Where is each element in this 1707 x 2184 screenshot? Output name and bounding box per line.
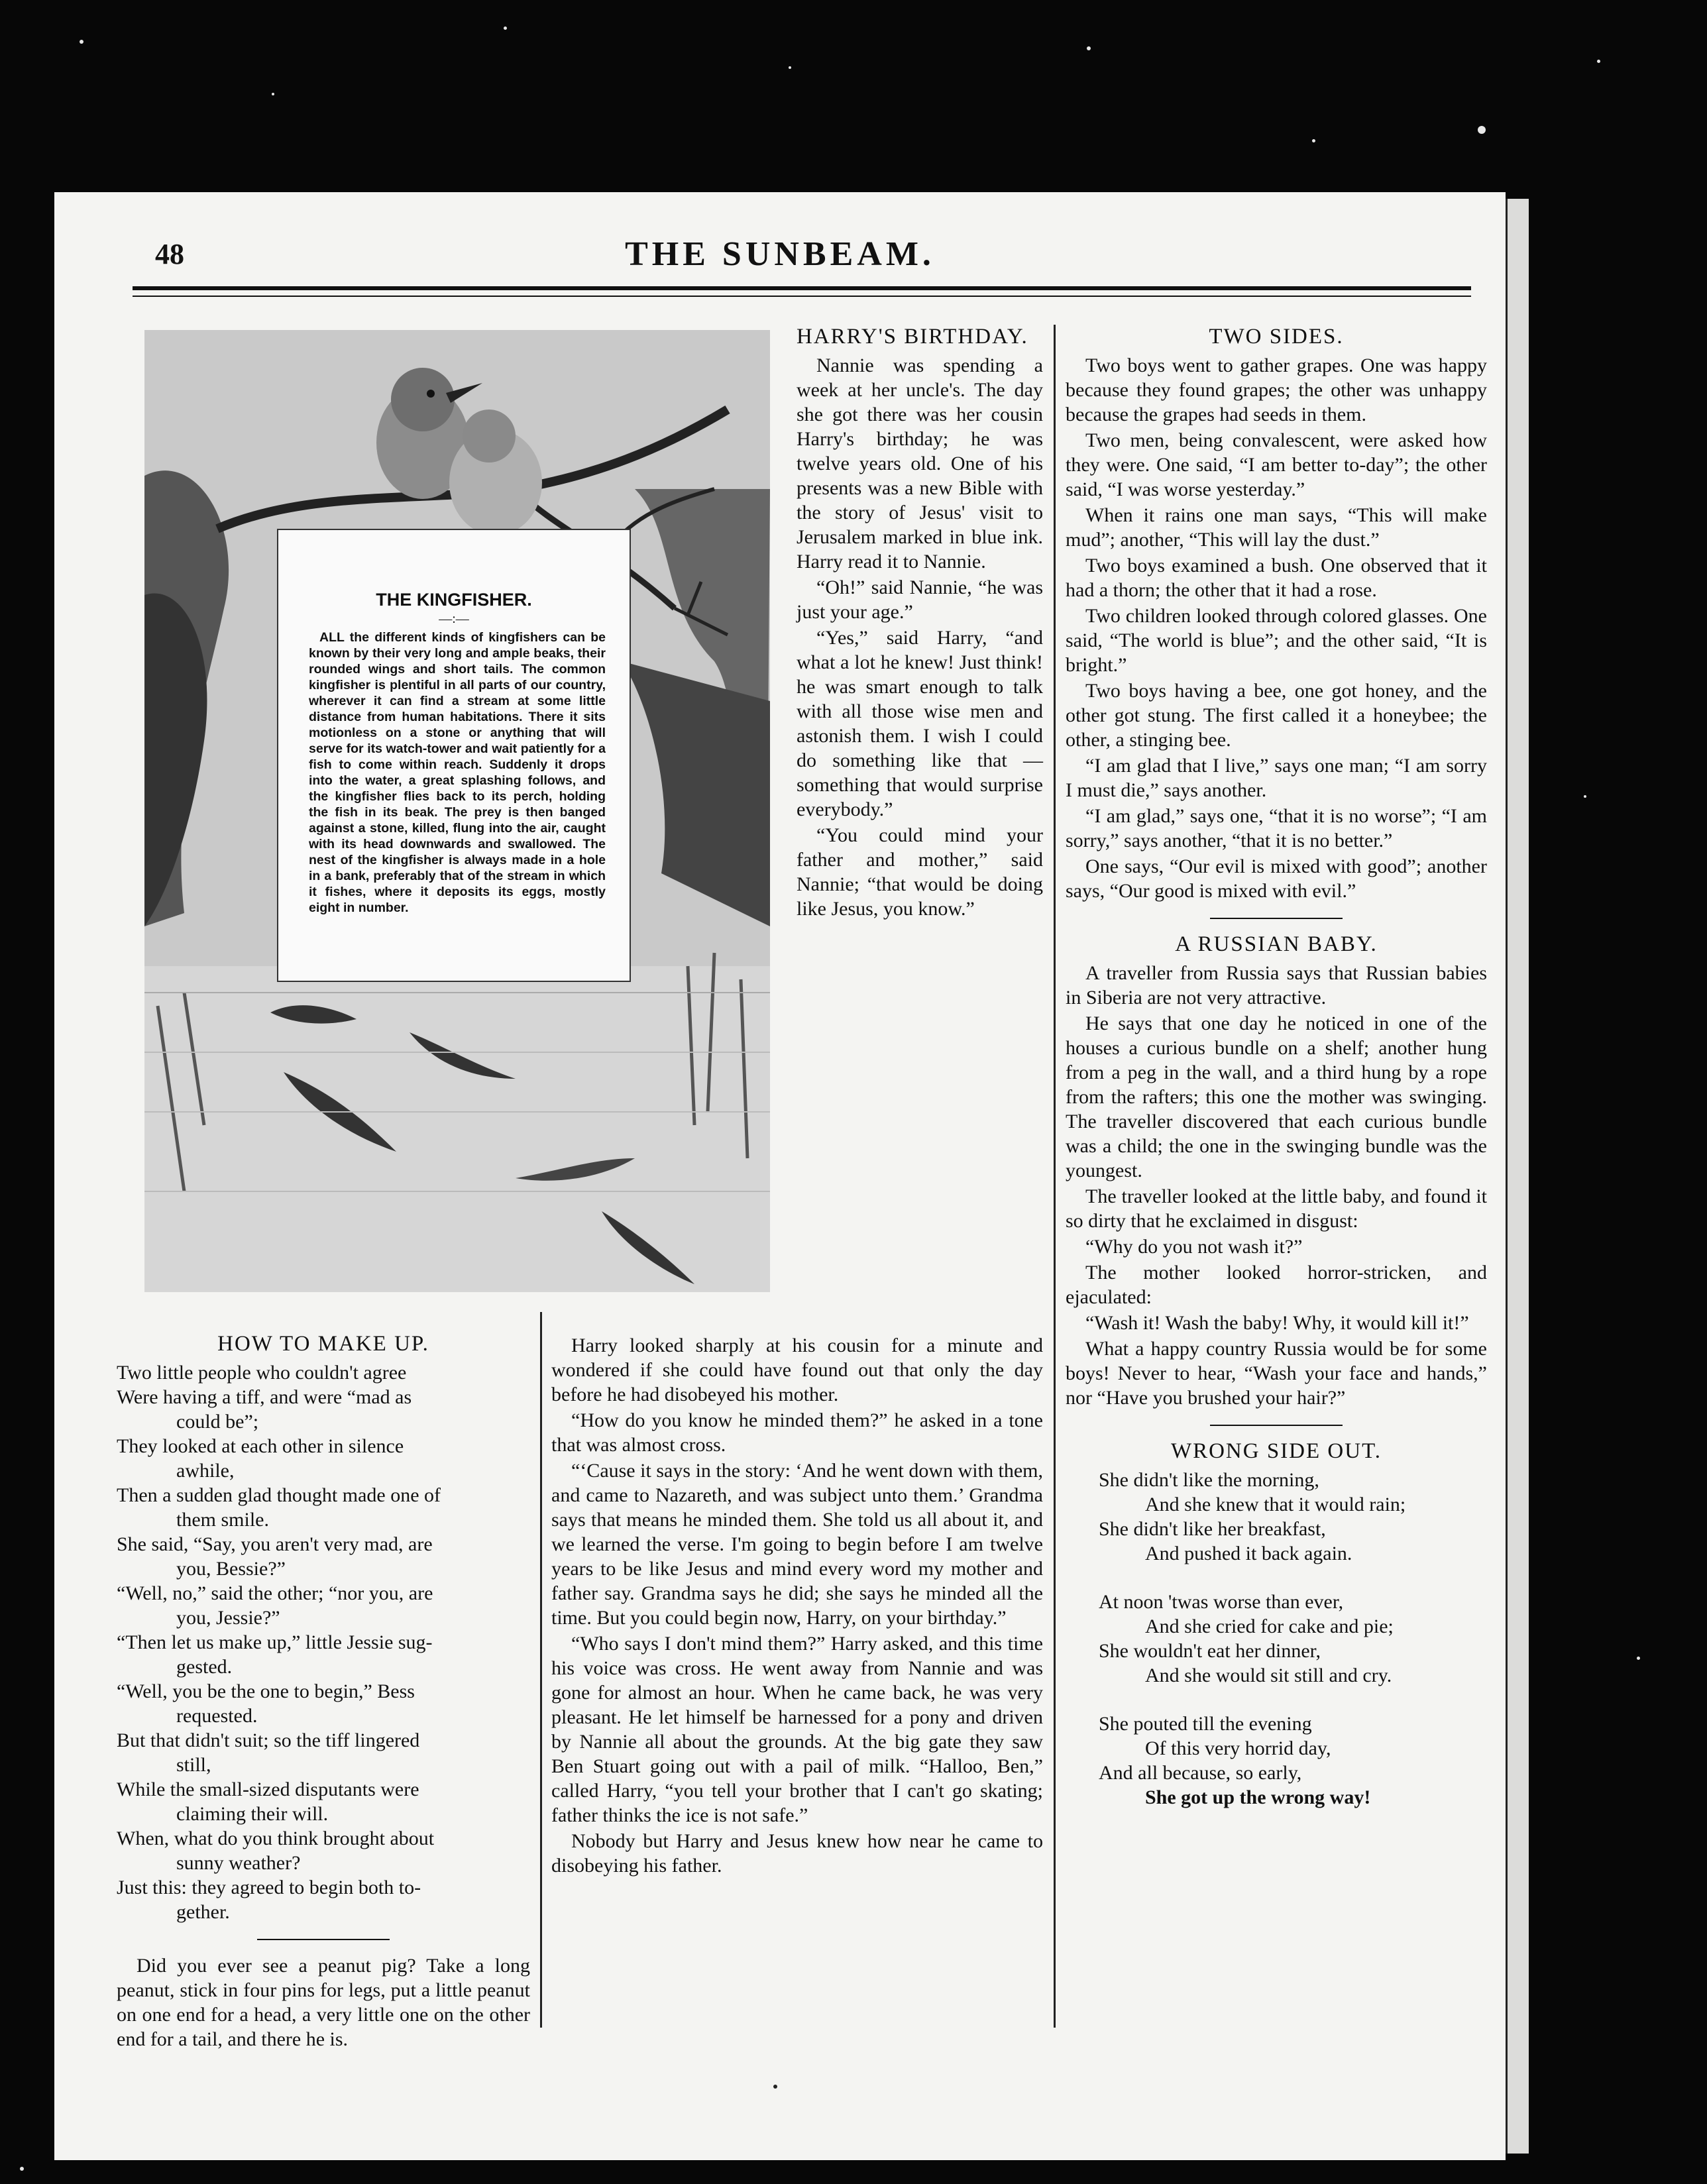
header-rule-thin bbox=[133, 296, 1471, 297]
harry-birthday-title: HARRY'S BIRTHDAY. bbox=[797, 325, 1028, 349]
poem-line: She wouldn't eat her dinner, bbox=[1099, 1640, 1321, 1662]
russian-baby-paragraph: “Wash it! Wash the baby! Why, it would kill it!” bbox=[1085, 1312, 1469, 1334]
poem-line: But that didn't suit; so the tiff lingered bbox=[117, 1729, 420, 1751]
poem-line: Of this very horrid day, bbox=[1145, 1737, 1331, 1759]
two-sides-paragraphs bbox=[1066, 353, 1487, 903]
column-divider bbox=[540, 1312, 542, 2028]
poem-line-continuation: sunny weather? bbox=[176, 1852, 301, 1874]
poem-line: While the small-sized disputants were bbox=[117, 1778, 419, 1800]
column-divider bbox=[1054, 325, 1056, 2028]
poem-line: Just this: they agreed to begin both to- bbox=[117, 1877, 421, 1898]
harry-paragraph: “Who says I don't mind them?” Harry asked, and this time his voice was cross. He went away from Nannie and was gone for almost an hour. When he came back, he was very pleasant. He let himself be harnessed for a pony and driven by Nannie all about the grounds. At the big gate they saw Ben Stuart going out with a pail of milk. “Halloo, Ben,” called Harry, “you tell your brother that I can't go skating; father thinks the ice is not safe.” bbox=[551, 1633, 1043, 1826]
poem-stanza bbox=[1079, 1712, 1487, 1810]
how-to-make-up-title: HOW TO MAKE UP. bbox=[217, 1332, 429, 1356]
page-dot bbox=[773, 2085, 777, 2089]
russian-baby-paragraphs bbox=[1066, 961, 1487, 1410]
harry-paragraph: “Oh!” said Nannie, “he was just your age.” bbox=[797, 576, 1043, 623]
two-sides-title: TWO SIDES. bbox=[1209, 325, 1344, 349]
two-sides-paragraph: “I am glad,” says one, “that it is no worse”; “I am sorry,” says another, “that it is no better.” bbox=[1066, 805, 1487, 851]
harry-birthday-paragraphs bbox=[797, 353, 1043, 921]
poem-stanza bbox=[1079, 1468, 1487, 1566]
harry-paragraph: Harry looked sharply at his cousin for a minute and wondered if she could have found out that only the day before he had disobeyed his mother. bbox=[551, 1335, 1043, 1405]
dust-speck bbox=[272, 93, 274, 95]
poem-line: She didn't like her breakfast, bbox=[1099, 1518, 1326, 1540]
russian-baby-paragraph: The traveller looked at the little baby, and found it so dirty that he exclaimed in disgust: bbox=[1066, 1185, 1487, 1232]
dust-speck bbox=[1597, 60, 1600, 63]
harry-paragraph: “You could mind your father and mother,” said Nannie; “that would be doing like Jesus, you know.” bbox=[797, 824, 1043, 920]
harry-birthday-column bbox=[797, 325, 1043, 922]
poem-line-continuation: gether. bbox=[176, 1901, 230, 1923]
poem-line-continuation: awhile, bbox=[176, 1460, 235, 1482]
poem-line: When, what do you think brought about bbox=[117, 1828, 435, 1849]
dust-speck bbox=[20, 2167, 24, 2171]
kingfisher-title: THE KINGFISHER. bbox=[376, 590, 532, 610]
harry-paragraph: “Yes,” said Harry, “and what a lot he knew! Just think! he was smart enough to talk with all those wise men and astonish them. I wish I could do something like that — something that would surprise everybody.” bbox=[797, 627, 1043, 820]
header-rule bbox=[133, 286, 1471, 290]
russian-baby-paragraph: He says that one day he noticed in one of the houses a curious bundle on a shelf; another hung from a peg in the wall, and a third hung by a rope from the rafters; this one the mother was swinging. The traveller discovered that each curious bundle was a child; the one in the swinging bundle was the youngest. bbox=[1066, 1012, 1487, 1181]
poem-stanza bbox=[1079, 1590, 1487, 1688]
poem-line: And she cried for cake and pie; bbox=[1145, 1615, 1394, 1637]
harry-paragraph: “‘Cause it says in the story: ‘And he went down with them, and came to Nazareth, and was subject unto them.’ Grandma says that means he minded them. She told us all about it, and we learned the verse. I'm going to begin before I am twelve years to be like Jesus and mind every word my mother and father say. Grandma says he did; she says he minded all the time. But you could begin now, Harry, on your birthday.” bbox=[551, 1460, 1043, 1629]
poem-line-continuation: you, Jessie?” bbox=[176, 1607, 280, 1629]
two-sides-paragraph: When it rains one man says, “This will make mud”; another, “This will lay the dust.” bbox=[1066, 504, 1487, 551]
harry-birthday-continued bbox=[551, 1333, 1043, 1879]
two-sides-paragraph: One says, “Our evil is mixed with good”; another says, “Our good is mixed with evil.” bbox=[1066, 855, 1487, 902]
poem-line-continuation: could be”; bbox=[176, 1411, 259, 1433]
dust-speck bbox=[789, 66, 791, 69]
two-sides-paragraph: “I am glad that I live,” says one man; “I am sorry I must die,” says another. bbox=[1066, 755, 1487, 801]
kingfisher-text: ALL the different kinds of kingfishers can be known by their very long and ample beaks, their rounded wings and short tails. The common kingfisher is plentiful in all parts of our country, wherever it can find a stream at some little distance from human habitations. There it sits motionless on a stone or anything that will serve for its watch-tower and wait patiently for a fish to come within reach. Suddenly it drops into the water, a great splashing follows, and the kingfisher flies back to its perch, holding the fish in its beak. The prey is then banged against a stone, killed, flung into the air, caught with its head downwards and swallowed. The nest of the kingfisher is always made in a hole in a bank, preferably that of the stream in which it fishes, where it deposits its eggs, mostly eight in number. bbox=[309, 630, 606, 915]
poem-line: She said, “Say, you aren't very mad, are bbox=[117, 1533, 433, 1555]
peanut-pig-text: Did you ever see a peanut pig? Take a long peanut, stick in four pins for legs, put a little peanut on one end for a head, a very little one on the other end for a tail, and there he is. bbox=[117, 1955, 530, 2050]
kingfisher-dash: —:— bbox=[439, 612, 469, 626]
kingfisher-illustration bbox=[144, 330, 770, 1292]
masthead-title: THE SUNBEAM. bbox=[625, 235, 935, 273]
poem-line: She didn't like the morning, bbox=[1099, 1469, 1319, 1491]
dust-speck bbox=[504, 27, 507, 30]
poem-line-continuation: you, Bessie?” bbox=[176, 1558, 286, 1580]
poem-line: And she would sit still and cry. bbox=[1145, 1665, 1392, 1686]
poem-line: And pushed it back again. bbox=[1145, 1543, 1352, 1564]
kingfisher-plaque bbox=[277, 529, 631, 982]
wrong-side-out-title: WRONG SIDE OUT. bbox=[1170, 1439, 1382, 1463]
how-to-make-up-column bbox=[117, 1332, 530, 2053]
poem-line: At noon 'twas worse than ever, bbox=[1099, 1591, 1344, 1613]
dust-speck bbox=[1637, 1657, 1640, 1660]
poem-line-continuation: still, bbox=[176, 1754, 211, 1776]
harry-paragraph: “How do you know he minded them?” he asked in a tone that was almost cross. bbox=[551, 1409, 1043, 1456]
dust-speck bbox=[1087, 46, 1091, 50]
wrong-side-out-poem bbox=[1066, 1468, 1487, 1810]
page-number: 48 bbox=[155, 238, 184, 270]
dust-speck bbox=[1312, 139, 1315, 142]
two-sides-paragraph: Two children looked through colored glasses. One said, “The world is blue”; and the other said, “It is bright.” bbox=[1066, 605, 1487, 676]
poem-line: “Then let us make up,” little Jessie sug- bbox=[117, 1631, 433, 1653]
poem-line: Then a sudden glad thought made one of bbox=[117, 1484, 441, 1506]
how-to-make-up-poem bbox=[117, 1360, 530, 1924]
right-column bbox=[1066, 325, 1487, 1833]
two-sides-paragraph: Two boys having a bee, one got honey, and the other got stung. The first called it a honeybee; the other, a stinging bee. bbox=[1066, 680, 1487, 751]
harry-paragraph: Nannie was spending a week at her uncle's. The day she got there was her cousin Harry's birthday; he was twelve years old. One of his presents was a new Bible with the story of Jesus' visit to Jerusalem marked in blue ink. Harry read it to Nannie. bbox=[797, 355, 1043, 573]
dust-speck bbox=[1584, 795, 1586, 798]
poem-line: And she knew that it would rain; bbox=[1145, 1494, 1406, 1515]
poem-line-continuation: them smile. bbox=[176, 1509, 269, 1531]
poem-line: Were having a tiff, and were “mad as bbox=[117, 1386, 412, 1408]
russian-baby-paragraph: What a happy country Russia would be for some boys! Never to hear, “Wash your face and hands,” nor “Have you brushed your hair?” bbox=[1066, 1338, 1487, 1409]
newspaper-page bbox=[54, 192, 1506, 2160]
poem-line-continuation: claiming their will. bbox=[176, 1803, 329, 1825]
russian-baby-title: A RUSSIAN BABY. bbox=[1175, 932, 1378, 956]
section-rule bbox=[257, 1939, 390, 1940]
russian-baby-paragraph: A traveller from Russia says that Russian babies in Siberia are not very attractive. bbox=[1066, 962, 1487, 1009]
poem-line: “Well, you be the one to begin,” Bess bbox=[117, 1680, 415, 1702]
adjacent-page-edge bbox=[1506, 199, 1529, 2154]
poem-line-continuation: gested. bbox=[176, 1656, 233, 1678]
two-sides-paragraph: Two men, being convalescent, were asked how they were. One said, “I am better to-day”; the other said, “I was worse yesterday.” bbox=[1066, 429, 1487, 500]
section-rule bbox=[1210, 918, 1343, 919]
poem-line: They looked at each other in silence bbox=[117, 1435, 404, 1457]
section-rule bbox=[1210, 1425, 1343, 1426]
poem-line: Two little people who couldn't agree bbox=[117, 1362, 407, 1384]
poem-line: She got up the wrong way! bbox=[1145, 1786, 1371, 1808]
two-sides-paragraph: Two boys went to gather grapes. One was happy because they found grapes; the other was unhappy because the grapes had seeds in them. bbox=[1066, 355, 1487, 425]
russian-baby-paragraph: The mother looked horror-stricken, and ejaculated: bbox=[1066, 1262, 1487, 1308]
poem-line: And all because, so early, bbox=[1099, 1762, 1302, 1784]
russian-baby-paragraph: “Why do you not wash it?” bbox=[1085, 1236, 1303, 1258]
two-sides-paragraph: Two boys examined a bush. One observed that it had a thorn; the other that it had a rose. bbox=[1066, 555, 1487, 601]
poem-line-continuation: requested. bbox=[176, 1705, 258, 1727]
poem-line: “Well, no,” said the other; “nor you, are bbox=[117, 1582, 433, 1604]
poem-line: She pouted till the evening bbox=[1099, 1713, 1312, 1735]
dust-speck bbox=[1478, 126, 1486, 134]
dust-speck bbox=[80, 40, 83, 44]
harry-paragraph: Nobody but Harry and Jesus knew how near he came to disobeying his father. bbox=[551, 1830, 1043, 1877]
